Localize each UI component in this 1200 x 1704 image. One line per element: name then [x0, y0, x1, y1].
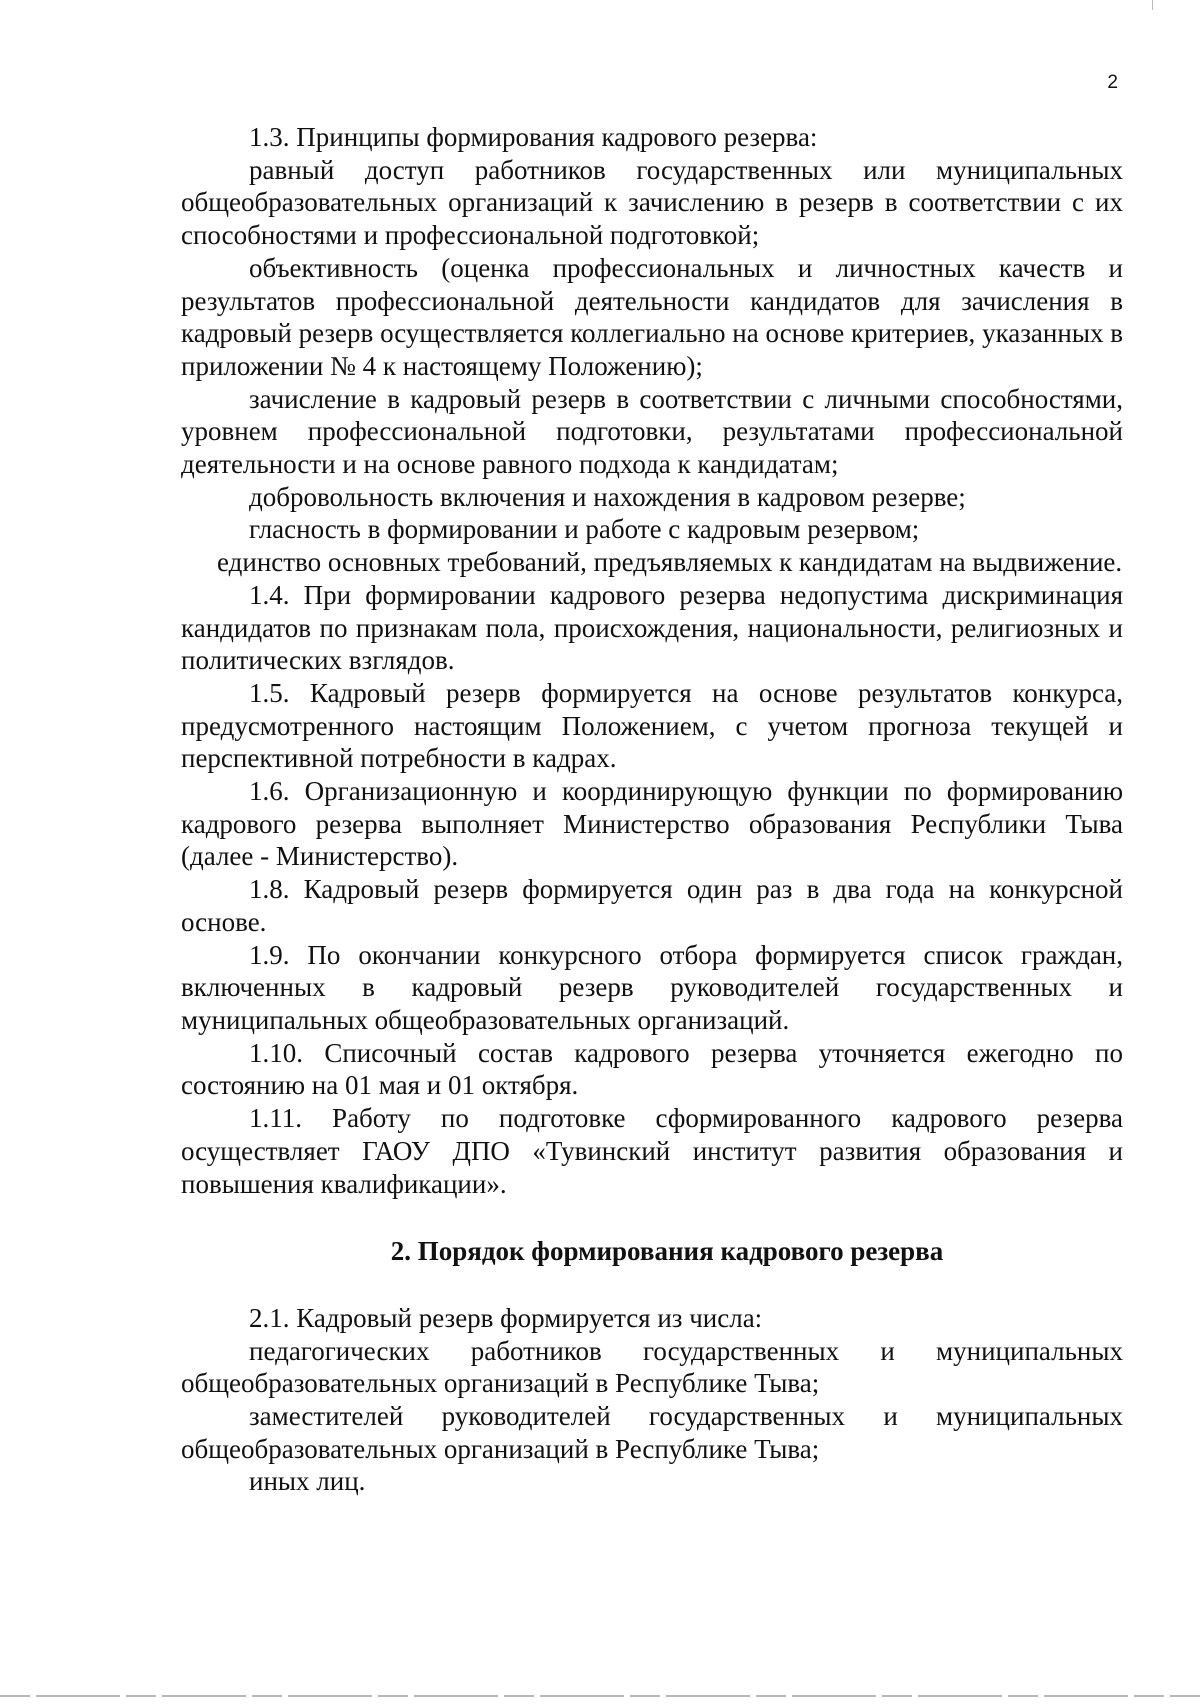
- paragraph-voluntary: добровольность включения и нахождения в кадровом резерве;: [249, 481, 966, 512]
- section-2-heading: 2. Порядок формирования кадрового резерва: [390, 1236, 944, 1267]
- paragraph-deputies: заместителей руководителей государственных и муниципальных общеобразовательных организаций в Республике Тыва;: [181, 1401, 1123, 1464]
- paragraph-publicity: гласность в формировании и работе с кадровым резервом;: [249, 514, 920, 545]
- paragraph-1-4: 1.4. При формировании кадрового резерва недопустима дискриминация кандидатов по признакам пола, происхождения, национальности, религиозных и политических взглядов.: [181, 579, 1123, 676]
- paragraph-enrollment: зачисление в кадровый резерв в соответствии с личными способностями, уровнем профессиональной подготовки, результатами профессиональной деятельности и на основе равного подхода к кандидатам;: [181, 383, 1123, 480]
- paragraph-2-1: 2.1. Кадровый резерв формируется из числа:: [249, 1302, 763, 1333]
- paragraph-unity: единство основных требований, предъявляемых к кандидатам на выдвижение.: [217, 547, 1123, 578]
- paragraph-teachers: педагогических работников государственных и муниципальных общеобразовательных организаций в Республике Тыва;: [181, 1335, 1123, 1399]
- paragraph-1-10: 1.10. Списочный состав кадрового резерва уточняется ежегодно по состоянию на 01 мая и 01 октября.: [181, 1037, 1123, 1101]
- document-body: [181, 121, 1123, 1498]
- scan-artifact-bottom: [0, 1695, 1200, 1697]
- paragraph-1-5: 1.5. Кадровый резерв формируется на основе результатов конкурса, предусмотренного настоящим Положением, с учетом прогноза текущей и перспективной потребности в кадрах.: [181, 677, 1123, 774]
- paragraph-objectivity: объективность (оценка профессиональных и личностных качеств и результатов профессиональной деятельности кандидатов для зачисления в кадровый резерв осуществляется коллегиально на основе критериев, указанных в приложении № 4 к настоящему Положению);: [181, 252, 1123, 381]
- paragraph-equal-access: равный доступ работников государственных или муниципальных общеобразовательных организаций к зачислению в резерв в соответствии с их способностями и профессиональной подготовкой;: [181, 154, 1123, 251]
- page-number: 2: [1107, 72, 1118, 93]
- scan-artifact-top: [1152, 0, 1153, 10]
- paragraph-1-11: 1.11. Работу по подготовке сформированного кадрового резерва осуществляет ГАОУ ДПО «Тувинский институт развития образования и повышения квалификации».: [181, 1103, 1123, 1199]
- paragraph-1-6: 1.6. Организационную и координирующую функции по формированию кадрового резерва выполняет Министерство образования Республики Тыва (далее - Министерство).: [181, 776, 1123, 872]
- paragraph-1-8: 1.8. Кадровый резерв формируется один раз в два года на конкурсной основе.: [181, 874, 1123, 937]
- paragraph-others: иных лиц.: [249, 1466, 366, 1497]
- paragraph-1-9: 1.9. По окончании конкурсного отбора формируется список граждан, включенных в кадровый резерв руководителей государственных и муниципальных общеобразовательных организаций.: [181, 939, 1123, 1035]
- paragraph-1-3: 1.3. Принципы формирования кадрового резерва:: [249, 122, 818, 152]
